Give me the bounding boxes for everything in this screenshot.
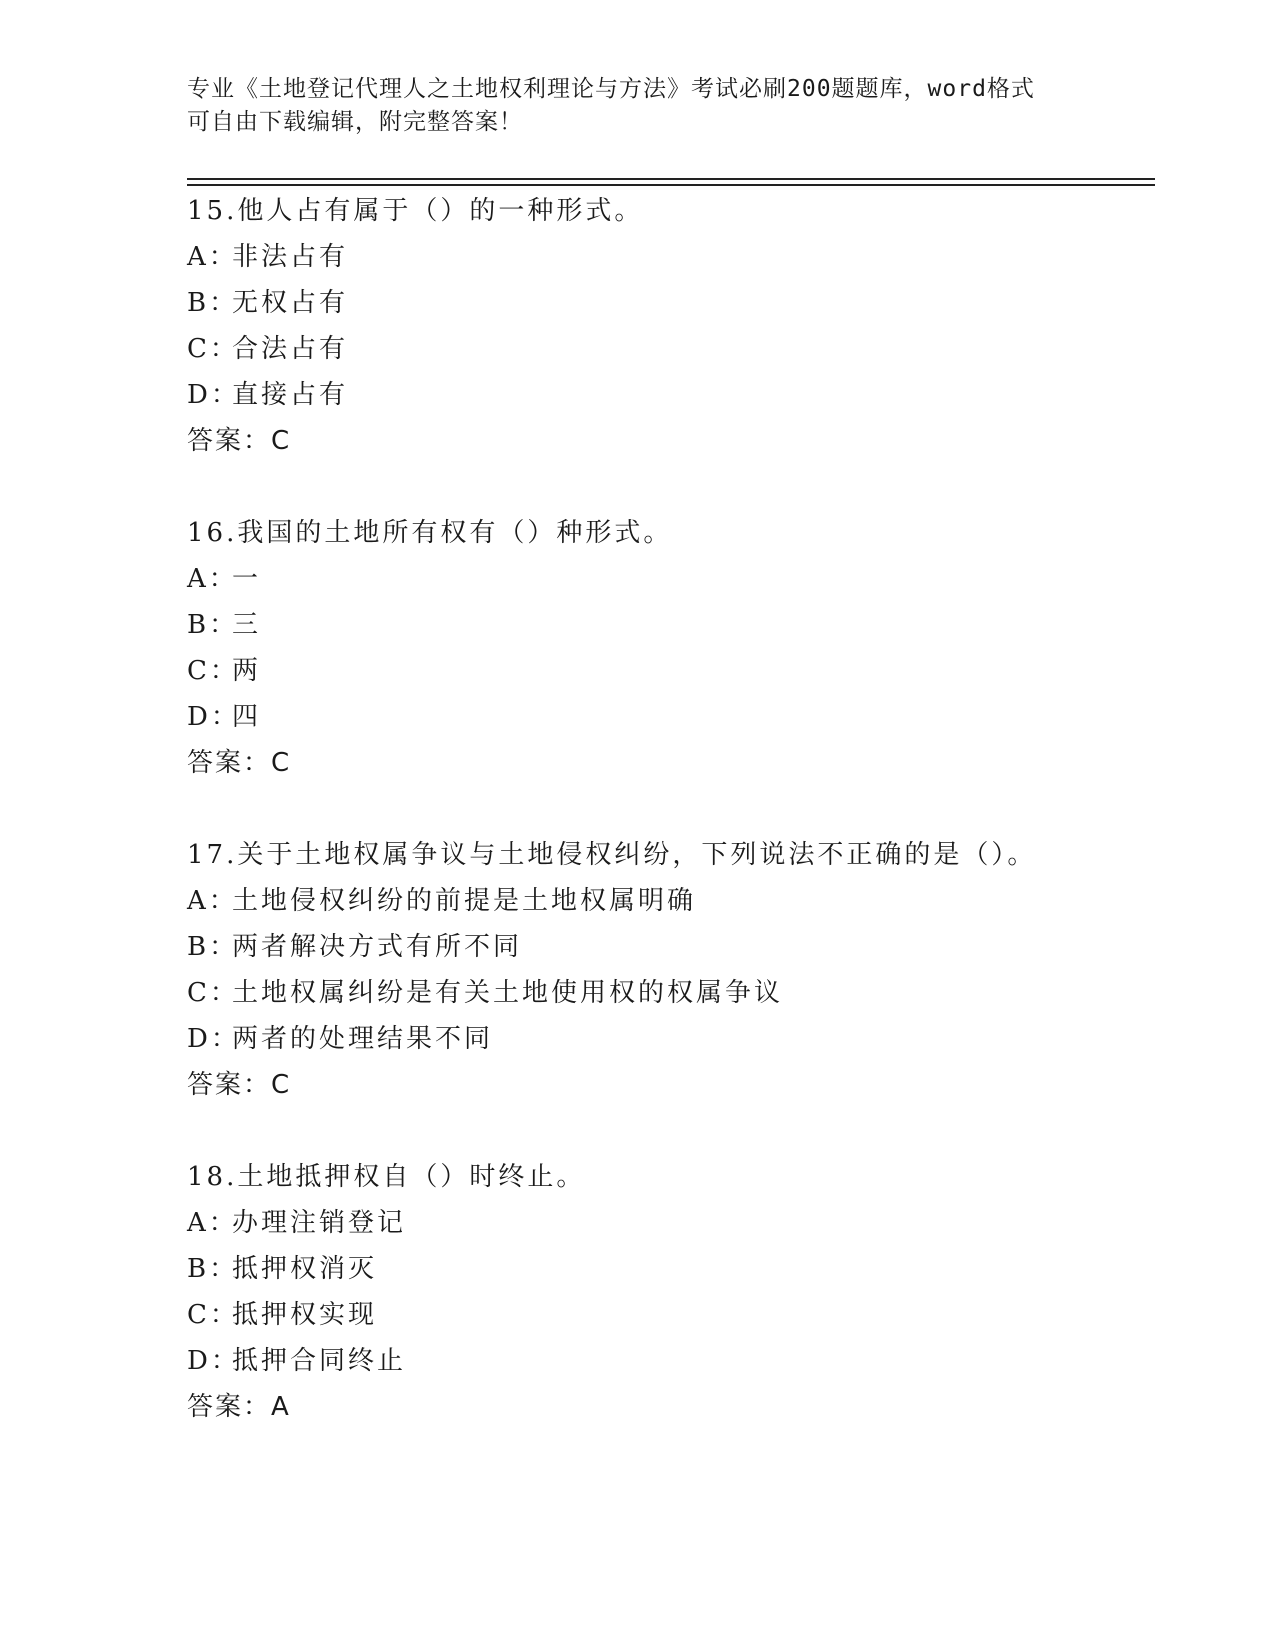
header-line-1: 专业《土地登记代理人之土地权利理论与方法》考试必刷200题题库，word格式 (187, 76, 1035, 102)
document-header (187, 73, 1087, 139)
option-d (187, 1338, 1137, 1384)
option-c (187, 1292, 1137, 1338)
question-text: 17.关于土地权属争议与土地侵权纠纷，下列说法不正确的是（）。 (187, 840, 1037, 870)
option-c (187, 970, 1137, 1016)
answer-line: 答案：C (187, 426, 292, 456)
answer-line: 答案：C (187, 748, 292, 778)
option-d (187, 694, 1137, 740)
option-b (187, 602, 1137, 648)
option-letter: A： (187, 564, 238, 594)
option-c (187, 648, 1137, 694)
option-letter: A： (187, 1208, 238, 1238)
option-letter: D： (187, 702, 240, 732)
option-letter: C： (187, 978, 239, 1008)
option-text: 直接占有 (232, 380, 349, 410)
option-text: 合法占有 (232, 334, 349, 364)
question-16 (187, 510, 1137, 786)
option-letter: B： (187, 1254, 239, 1284)
option-letter: A： (187, 886, 238, 916)
option-text: 土地侵权纠纷的前提是土地权属明确 (232, 886, 697, 916)
option-letter: C： (187, 334, 239, 364)
question-text: 18.土地抵押权自（）时终止。 (187, 1162, 586, 1192)
option-b (187, 924, 1137, 970)
option-letter: C： (187, 656, 239, 686)
question-text: 16.我国的土地所有权有（）种形式。 (187, 518, 673, 548)
option-letter: D： (187, 380, 240, 410)
option-text: 办理注销登记 (232, 1208, 407, 1238)
answer-line: 答案：A (187, 1392, 291, 1422)
option-text: 四 (232, 702, 262, 732)
header-line-2: 可自由下载编辑，附完整答案！ (187, 109, 523, 135)
option-b (187, 280, 1137, 326)
question-15 (187, 188, 1137, 464)
option-letter: D： (187, 1024, 240, 1054)
question-text: 15.他人占有属于（）的一种形式。 (187, 196, 644, 226)
header-divider-top (187, 178, 1155, 180)
option-d (187, 1016, 1137, 1062)
answer-line: 答案：C (187, 1070, 292, 1100)
option-text: 两者的处理结果不同 (232, 1024, 494, 1054)
option-text: 抵押权实现 (232, 1300, 378, 1330)
option-text: 三 (232, 610, 262, 640)
option-a (187, 234, 1137, 280)
option-text: 抵押合同终止 (232, 1346, 407, 1376)
header-divider-bottom (187, 184, 1155, 186)
option-letter: D： (187, 1346, 240, 1376)
option-text: 非法占有 (232, 242, 349, 272)
option-a (187, 556, 1137, 602)
option-letter: B： (187, 610, 239, 640)
option-d (187, 372, 1137, 418)
option-text: 一 (232, 564, 262, 594)
option-text: 两者解决方式有所不同 (232, 932, 523, 962)
option-text: 无权占有 (232, 288, 349, 318)
option-letter: B： (187, 288, 239, 318)
option-letter: A： (187, 242, 238, 272)
option-a (187, 878, 1137, 924)
option-text: 土地权属纠纷是有关土地使用权的权属争议 (232, 978, 784, 1008)
option-text: 两 (232, 656, 262, 686)
option-letter: C： (187, 1300, 239, 1330)
option-letter: B： (187, 932, 239, 962)
question-list (187, 188, 1137, 1430)
question-17 (187, 832, 1137, 1108)
option-c (187, 326, 1137, 372)
option-a (187, 1200, 1137, 1246)
option-text: 抵押权消灭 (232, 1254, 378, 1284)
option-b (187, 1246, 1137, 1292)
question-18 (187, 1154, 1137, 1430)
